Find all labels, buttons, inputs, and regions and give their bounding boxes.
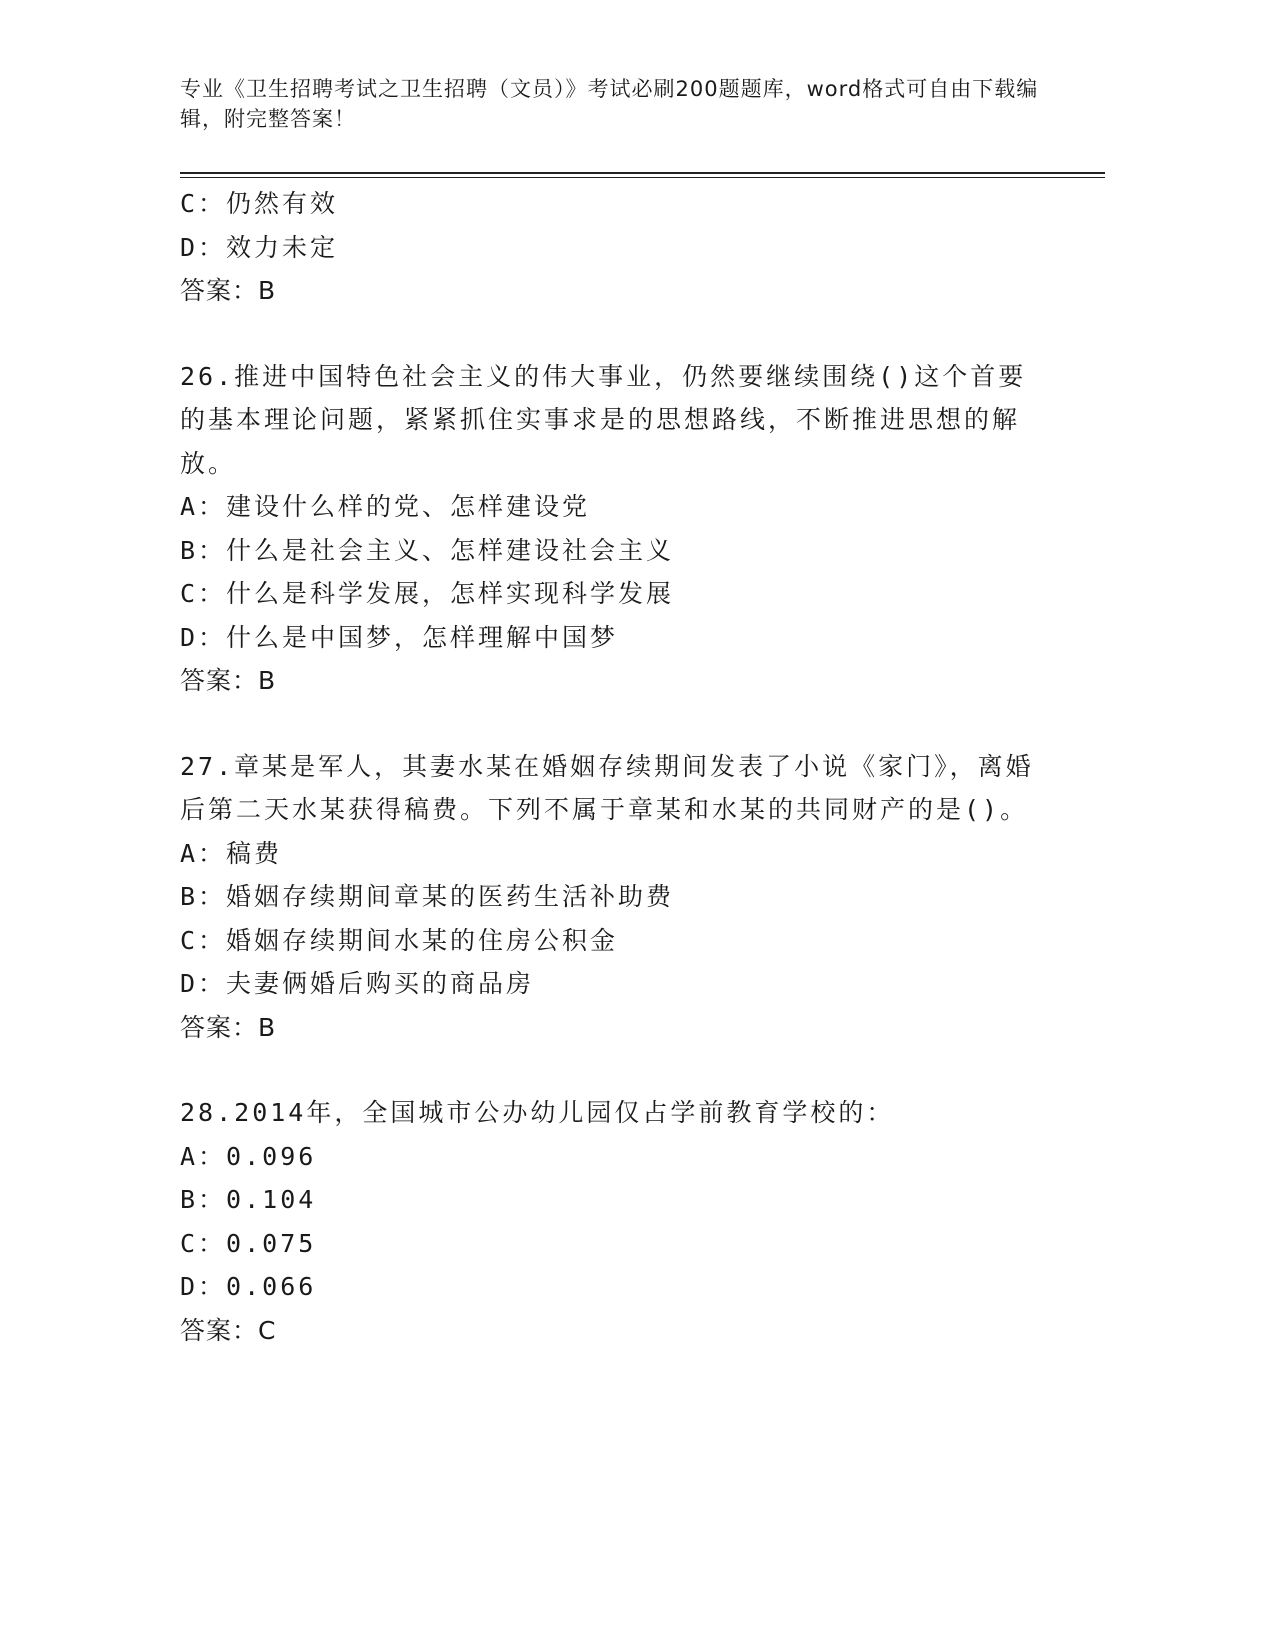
option-a: A：0.096	[180, 1141, 317, 1171]
answer-line: 答案：B	[180, 666, 277, 695]
question-25-continued	[180, 182, 1040, 313]
option-c: C：什么是科学发展，怎样实现科学发展	[180, 579, 675, 608]
option-b: B：什么是社会主义、怎样建设社会主义	[180, 535, 675, 565]
question-stem: 28.2014年，全国城市公办幼儿园仅占学前教育学校的：	[180, 1098, 895, 1127]
option-d: D：夫妻俩婚后购买的商品房	[180, 969, 535, 998]
option-c: C：婚姻存续期间水某的住房公积金	[180, 925, 619, 955]
header-rule-thick	[180, 172, 1105, 174]
option-d: D：什么是中国梦，怎样理解中国梦	[180, 622, 619, 652]
question-28	[180, 1091, 1040, 1352]
answer-line: 答案：C	[180, 1315, 277, 1345]
option-b: B：婚姻存续期间章某的医药生活补助费	[180, 882, 675, 911]
question-stem: 26.推进中国特色社会主义的伟大事业，仍然要继续围绕()这个首要的基本理论问题，紧紧抓住实事求是的思想路线，不断推进思想的解放。	[180, 361, 1027, 478]
answer-line: 答案：B	[180, 276, 277, 305]
option-b: B：0.104	[180, 1185, 317, 1214]
answer-line: 答案：B	[180, 1012, 277, 1042]
option-d: D：0.066	[180, 1272, 317, 1301]
option-a: A：稿费	[180, 838, 283, 868]
question-stem: 27.章某是军人，其妻水某在婚姻存续期间发表了小说《家门》，离婚后第二天水某获得稿费。下列不属于章某和水某的共同财产的是()。	[180, 751, 1034, 824]
question-26	[180, 355, 1040, 703]
option-c: C：0.075	[180, 1228, 317, 1258]
document-header: 专业《卫生招聘考试之卫生招聘（文员）》考试必刷200题题库，word格式可自由下载编辑，附完整答案！	[180, 77, 1039, 131]
header-rule-thin	[180, 177, 1105, 178]
question-27	[180, 745, 1040, 1050]
option-a: A：建设什么样的党、怎样建设党	[180, 492, 591, 521]
document-body	[180, 182, 1040, 1352]
option-c: C：仍然有效	[180, 189, 339, 218]
option-d: D：效力未定	[180, 232, 339, 262]
